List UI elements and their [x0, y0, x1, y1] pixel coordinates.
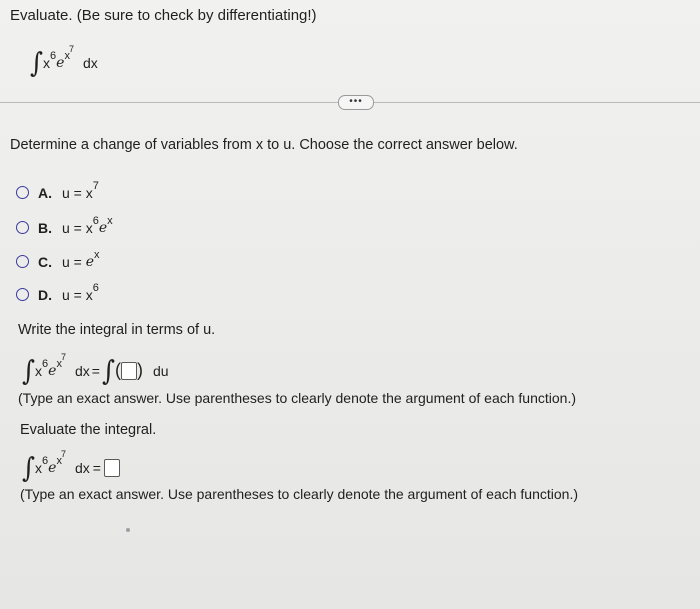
question-change-of-variables: Determine a change of variables from x to u. Choose the correct answer below.	[10, 137, 518, 153]
integral-sign: ∫	[22, 451, 36, 484]
page-title: Evaluate. (Be sure to check by differentiating!)	[10, 7, 317, 24]
integral-in-u-expression: ∫ x 6 e x 7 dx = ∫ ( ) du	[22, 351, 169, 387]
radio-button-c[interactable]	[16, 255, 29, 268]
integral-sign: ∫	[101, 354, 115, 387]
question-integral-in-u: Write the integral in terms of u.	[18, 322, 216, 338]
decorative-dot	[126, 528, 130, 532]
question-evaluate: Evaluate the integral.	[20, 422, 157, 438]
more-options-button[interactable]: •••	[338, 95, 374, 110]
evaluate-integral-expression: ∫ x 6 e x 7 dx =	[22, 455, 120, 480]
radio-button-b[interactable]	[16, 221, 29, 234]
instruction-note: (Type an exact answer. Use parentheses to clearly denote the argument of each function.)	[20, 486, 578, 502]
instruction-note: (Type an exact answer. Use parentheses to clearly denote the argument of each function.)	[18, 390, 576, 406]
option-c[interactable]: C. u = e x	[16, 254, 100, 270]
integral-sign: ∫	[22, 354, 36, 387]
integrand: x 6 e x 7	[43, 43, 74, 71]
option-b[interactable]: B. u = x 6 e x	[16, 220, 113, 236]
option-d[interactable]: D. u = x 6	[16, 287, 99, 303]
radio-button-d[interactable]	[16, 288, 29, 301]
integrand-u-answer-box[interactable]	[121, 362, 137, 380]
radio-button-a[interactable]	[16, 186, 29, 199]
integral-sign: ∫	[30, 46, 44, 79]
option-a[interactable]: A. u = x 7	[16, 185, 99, 201]
differential: dx	[82, 54, 98, 71]
result-answer-box[interactable]	[104, 459, 120, 477]
integral-expression	[30, 43, 98, 79]
